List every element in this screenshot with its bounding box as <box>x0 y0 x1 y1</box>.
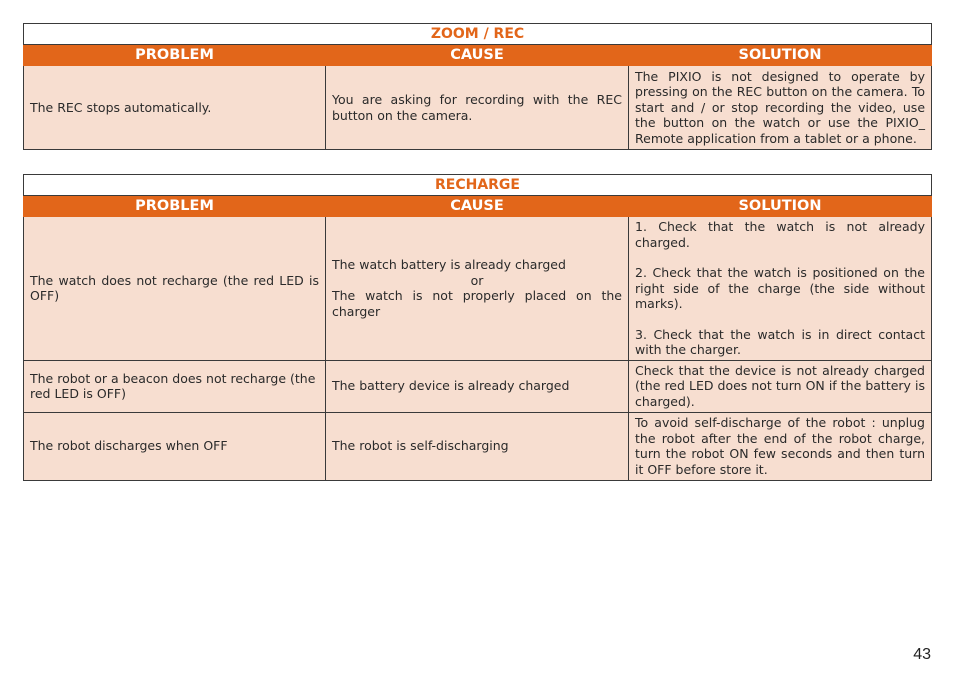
solution-step: 3. Check that the watch is in direct contact with the charger. <box>635 326 925 357</box>
recharge-header-row <box>24 196 932 217</box>
cause-cell: The battery device is already charged <box>326 360 629 412</box>
header-cause: CAUSE <box>326 196 629 217</box>
recharge-table <box>23 174 932 481</box>
cause-line: The watch is not properly placed on the charger <box>332 288 622 319</box>
zoom-rec-title: ZOOM / REC <box>24 24 932 45</box>
header-cause: CAUSE <box>326 45 629 66</box>
cause-cell <box>326 217 629 361</box>
problem-cell: The robot discharges when OFF <box>24 412 326 480</box>
solution-cell: The PIXIO is not designed to operate by pressing on the REC button on the camera. To start and / or stop recording the video, use the button on the watch or use the PIXIO_ Remote application from a tablet or a phone. <box>629 66 932 150</box>
cause-cell: The robot is self-discharging <box>326 412 629 480</box>
problem-cell: The robot or a beacon does not recharge (the red LED is OFF) <box>24 360 326 412</box>
zoom-rec-header-row <box>24 45 932 66</box>
solution-step: 1. Check that the watch is not already charged. <box>635 219 925 250</box>
problem-cell: The watch does not recharge (the red LED is OFF) <box>24 217 326 361</box>
solution-step: 2. Check that the watch is positioned on the right side of the charge (the side without marks). <box>635 265 925 311</box>
table-row <box>24 217 932 361</box>
cause-line: The watch battery is already charged <box>332 257 566 273</box>
page-number: 43 <box>913 646 931 663</box>
problem-cell: The REC stops automatically. <box>24 66 326 150</box>
solution-cell <box>629 217 932 361</box>
header-solution: SOLUTION <box>629 45 932 66</box>
zoom-rec-table <box>23 23 932 150</box>
header-problem: PROBLEM <box>24 196 326 217</box>
header-problem: PROBLEM <box>24 45 326 66</box>
recharge-title: RECHARGE <box>24 175 932 196</box>
table-row <box>24 360 932 412</box>
solution-cell: Check that the device is not already charged (the red LED does not turn ON if the battery is charged). <box>629 360 932 412</box>
solution-cell: To avoid self-discharge of the robot : unplug the robot after the end of the robot charge, turn the robot ON few seconds and then turn it OFF before store it. <box>629 412 932 480</box>
table-row <box>24 412 932 480</box>
table-row <box>24 66 932 150</box>
header-solution: SOLUTION <box>629 196 932 217</box>
cause-or: or <box>470 272 484 288</box>
cause-cell: You are asking for recording with the REC button on the camera. <box>326 66 629 150</box>
